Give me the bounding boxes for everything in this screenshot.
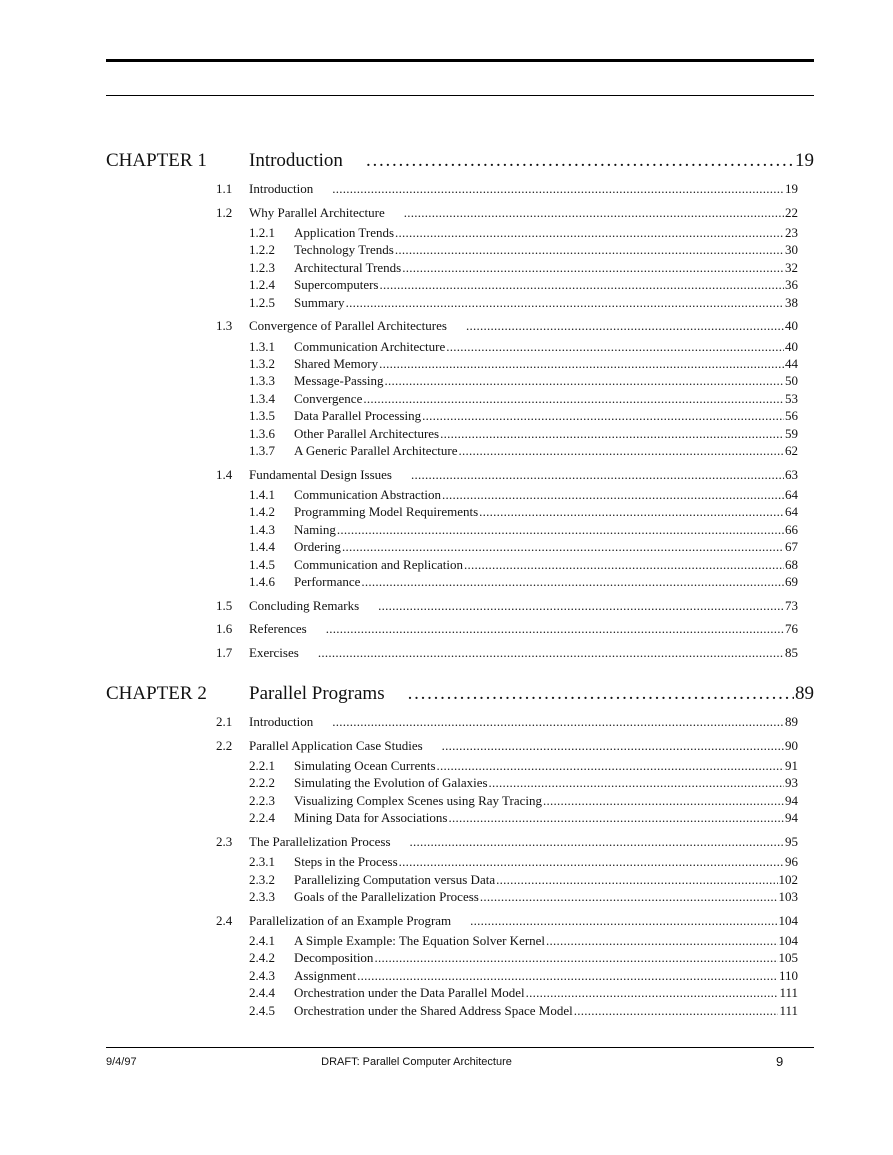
dot-leader [470, 913, 777, 929]
entry-title: Summary [294, 294, 345, 310]
toc-section-entry[interactable] [216, 467, 798, 484]
entry-title: Fundamental Design Issues [249, 466, 392, 482]
entry-number: 1.3.6 [249, 425, 275, 441]
toc-subsection-entry[interactable] [249, 426, 798, 443]
dot-leader [402, 260, 784, 276]
entry-page: 59 [785, 425, 798, 441]
chapter-page: 89 [795, 683, 814, 704]
entry-number: 1.3 [216, 318, 233, 334]
toc-subsection-entry[interactable] [249, 854, 798, 871]
entry-page: 36 [785, 277, 798, 293]
entry-title: Communication Architecture [294, 338, 446, 354]
toc-section-entry[interactable] [216, 621, 798, 638]
dot-leader [385, 373, 784, 389]
entry-page: 105 [778, 950, 798, 966]
toc-subsection-entry[interactable] [249, 522, 798, 539]
entry-number: 1.2 [216, 204, 233, 220]
entry-title: Parallel Application Case Studies [249, 737, 423, 753]
entry-number: 1.3.1 [249, 338, 275, 354]
dot-leader [395, 242, 784, 258]
footer-title: DRAFT: Parallel Computer Architecture [321, 1056, 512, 1068]
dot-leader [395, 225, 784, 241]
entry-page: 30 [785, 242, 798, 258]
entry-number: 1.4.1 [249, 487, 275, 502]
entry-title: Ordering [294, 539, 341, 555]
dot-leader [446, 339, 784, 355]
entry-number: 2.4.5 [249, 1002, 275, 1018]
entry-number: 1.2.4 [249, 277, 275, 293]
dot-leader [543, 793, 784, 809]
entry-number: 2.1 [216, 714, 233, 729]
entry-number: 2.4.3 [249, 967, 275, 983]
toc-subsection-entry[interactable] [249, 574, 798, 591]
chapter-label: CHAPTER 1 [106, 150, 207, 171]
dot-leader [496, 872, 777, 888]
dot-leader [574, 1003, 779, 1019]
dot-leader [374, 950, 777, 966]
entry-title: A Simple Example: The Equation Solver Kernel [294, 933, 546, 948]
entry-title: A Generic Parallel Architecture [294, 443, 458, 458]
entry-title: Shared Memory [294, 356, 379, 371]
toc-subsection-entry[interactable] [249, 810, 798, 827]
toc-subsection-entry[interactable] [249, 225, 798, 242]
dot-leader [526, 985, 779, 1001]
dot-leader [442, 487, 784, 503]
entry-page: 38 [785, 294, 798, 310]
toc-subsection-entry[interactable] [249, 985, 798, 1002]
chapter-heading[interactable] [106, 150, 814, 174]
entry-title: Architectural Trends [294, 259, 402, 275]
dot-leader [357, 968, 778, 984]
entry-number: 1.4.3 [249, 521, 275, 537]
entry-title: Simulating the Evolution of Galaxies [294, 775, 488, 791]
dot-leader [346, 295, 784, 311]
entry-title: Parallelizing Computation versus Data [294, 871, 496, 887]
entry-page: 103 [778, 889, 798, 904]
entry-page: 95 [785, 833, 798, 849]
entry-title: Mining Data for Associations [294, 810, 448, 826]
toc-subsection-entry[interactable] [249, 775, 798, 792]
toc-subsection-entry[interactable] [249, 373, 798, 390]
dot-leader [363, 391, 784, 407]
entry-title: References [249, 621, 307, 636]
entry-title: Why Parallel Architecture [249, 204, 385, 220]
entry-number: 2.2 [216, 737, 233, 753]
toc-subsection-entry[interactable] [249, 260, 798, 277]
toc-section-entry[interactable] [216, 714, 798, 731]
toc-section-entry[interactable] [216, 834, 798, 851]
entry-page: 110 [778, 967, 798, 983]
dot-leader [326, 621, 784, 637]
entry-page: 32 [785, 259, 798, 275]
dot-leader [437, 758, 784, 774]
entry-title: Introduction [249, 181, 314, 196]
toc-subsection-entry[interactable] [249, 1003, 798, 1020]
entry-title: Supercomputers [294, 277, 379, 293]
entry-page: 94 [785, 810, 798, 826]
entry-title: Performance [294, 574, 361, 589]
dot-leader [442, 738, 784, 754]
entry-title: Visualizing Complex Scenes using Ray Tracing [294, 792, 543, 808]
toc-subsection-entry[interactable] [249, 356, 798, 373]
entry-number: 1.4 [216, 466, 233, 482]
entry-number: 1.3.4 [249, 390, 275, 406]
dot-leader [459, 443, 784, 459]
dot-leader [422, 408, 784, 424]
toc-subsection-entry[interactable] [249, 295, 798, 312]
entry-number: 1.7 [216, 644, 233, 660]
entry-title: Other Parallel Architectures [294, 425, 440, 441]
entry-page: 64 [785, 504, 798, 520]
entry-page: 22 [785, 204, 798, 220]
entry-number: 2.3.1 [249, 854, 275, 870]
entry-title: Message-Passing [294, 373, 384, 389]
entry-page: 40 [785, 338, 798, 354]
entry-title: Communication Abstraction [294, 487, 441, 502]
entry-title: Steps in the Process [294, 854, 398, 870]
toc-section-entry[interactable] [216, 913, 798, 930]
entry-title: Concluding Remarks [249, 597, 360, 613]
toc-subsection-entry[interactable] [249, 408, 798, 425]
entry-number: 1.2.3 [249, 259, 275, 275]
entry-title: Data Parallel Processing [294, 408, 422, 424]
entry-number: 2.4.1 [249, 933, 275, 948]
entry-page: 44 [785, 356, 798, 371]
entry-title: Goals of the Parallelization Process [294, 889, 479, 904]
entry-number: 1.3.5 [249, 408, 275, 424]
entry-page: 50 [785, 373, 798, 389]
toc-subsection-entry[interactable] [249, 950, 798, 967]
entry-number: 1.1 [216, 181, 233, 196]
entry-title: Convergence of Parallel Architectures [249, 318, 447, 334]
entry-page: 76 [785, 621, 798, 636]
entry-title: Programming Model Requirements [294, 504, 479, 520]
entry-title: Communication and Replication [294, 556, 463, 572]
chapter-title: Parallel Programs [249, 683, 385, 704]
dot-leader [410, 834, 784, 850]
dot-leader [479, 504, 784, 520]
entry-number: 1.5 [216, 597, 233, 613]
chapter-page: 19 [795, 150, 814, 171]
toc-subsection-entry[interactable] [249, 487, 798, 504]
entry-page: 69 [785, 574, 798, 589]
dot-leader [378, 598, 784, 614]
dot-leader [379, 277, 784, 293]
header-rule-thin [106, 95, 814, 96]
footer-rule [106, 1047, 814, 1048]
entry-page: 23 [785, 225, 798, 240]
toc-subsection-entry[interactable] [249, 242, 798, 259]
entry-number: 2.3.3 [249, 889, 275, 904]
entry-page: 91 [785, 758, 798, 773]
entry-number: 2.2.3 [249, 792, 275, 808]
entry-page: 90 [785, 737, 798, 753]
footer-date: 9/4/97 [106, 1056, 137, 1068]
toc-subsection-entry[interactable] [249, 758, 798, 775]
entry-page: 111 [779, 1002, 798, 1018]
dot-leader [546, 933, 777, 949]
entry-page: 66 [785, 521, 798, 537]
entry-page: 102 [778, 871, 798, 887]
entry-page: 40 [785, 318, 798, 334]
dot-leader [342, 539, 784, 555]
entry-page: 68 [785, 556, 798, 572]
entry-page: 104 [778, 933, 798, 948]
entry-title: Orchestration under the Data Parallel Model [294, 985, 525, 1001]
entry-number: 2.4 [216, 912, 233, 928]
entry-number: 1.4.6 [249, 574, 275, 589]
entry-number: 2.2.1 [249, 758, 275, 773]
entry-number: 1.4.2 [249, 504, 275, 520]
entry-number: 2.4.2 [249, 950, 275, 966]
toc-subsection-entry[interactable] [249, 504, 798, 521]
dot-leader [440, 426, 784, 442]
entry-title: Technology Trends [294, 242, 394, 258]
entry-number: 2.2.4 [249, 810, 275, 826]
toc-subsection-entry[interactable] [249, 557, 798, 574]
entry-title: Exercises [249, 644, 299, 660]
entry-page: 96 [785, 854, 798, 870]
entry-title: Assignment [294, 967, 357, 983]
entry-page: 63 [785, 466, 798, 482]
dot-leader [337, 522, 784, 538]
dot-leader [466, 318, 784, 334]
dot-leader [411, 467, 784, 483]
entry-number: 1.2.5 [249, 294, 275, 310]
entry-title: The Parallelization Process [249, 833, 391, 849]
entry-number: 2.4.4 [249, 985, 275, 1001]
chapter-title: Introduction [249, 150, 343, 171]
entry-number: 1.2.1 [249, 225, 275, 240]
toc-section-entry[interactable] [216, 181, 798, 198]
dot-leader [366, 150, 794, 172]
toc-subsection-entry[interactable] [249, 889, 798, 906]
dot-leader [464, 557, 784, 573]
chapter-heading[interactable] [106, 683, 814, 707]
chapter-label: CHAPTER 2 [106, 683, 207, 704]
entry-number: 1.3.7 [249, 443, 275, 458]
dot-leader [448, 810, 784, 826]
toc-subsection-entry[interactable] [249, 443, 798, 460]
entry-page: 104 [778, 912, 798, 928]
entry-title: Convergence [294, 390, 363, 406]
entry-number: 2.3.2 [249, 871, 275, 887]
entry-page: 94 [785, 792, 798, 808]
entry-page: 85 [785, 644, 798, 660]
entry-page: 64 [785, 487, 798, 502]
toc-subsection-entry[interactable] [249, 539, 798, 556]
entry-page: 62 [785, 443, 798, 458]
entry-page: 19 [785, 181, 798, 196]
entry-title: Parallelization of an Example Program [249, 912, 452, 928]
entry-page: 67 [785, 539, 798, 555]
toc-subsection-entry[interactable] [249, 339, 798, 356]
entry-page: 111 [779, 985, 798, 1001]
entry-number: 2.2.2 [249, 775, 275, 791]
entry-title: Orchestration under the Shared Address Space Model [294, 1002, 573, 1018]
entry-title: Decomposition [294, 950, 374, 966]
dot-leader [318, 645, 784, 661]
dot-leader [404, 205, 784, 221]
toc-subsection-entry[interactable] [249, 391, 798, 408]
dot-leader [379, 356, 784, 372]
dot-leader [489, 775, 784, 791]
entry-number: 1.4.4 [249, 539, 275, 555]
header-rule-thick [106, 59, 814, 62]
entry-number: 1.2.2 [249, 242, 275, 258]
toc-subsection-entry[interactable] [249, 872, 798, 889]
toc-section-entry[interactable] [216, 205, 798, 222]
toc-subsection-entry[interactable] [249, 793, 798, 810]
entry-number: 2.3 [216, 833, 233, 849]
toc-section-entry[interactable] [216, 598, 798, 615]
dot-leader [332, 181, 784, 197]
entry-page: 56 [785, 408, 798, 424]
dot-leader [361, 574, 784, 590]
toc-section-entry[interactable] [216, 318, 798, 335]
entry-title: Simulating Ocean Currents [294, 758, 436, 773]
entry-number: 1.3.2 [249, 356, 275, 371]
entry-page: 53 [785, 390, 798, 406]
entry-page: 89 [785, 714, 798, 729]
toc-subsection-entry[interactable] [249, 933, 798, 950]
entry-title: Application Trends [294, 225, 395, 240]
entry-number: 1.4.5 [249, 556, 275, 572]
dot-leader [480, 889, 778, 905]
dot-leader [408, 683, 794, 705]
entry-title: Naming [294, 521, 336, 537]
toc-subsection-entry[interactable] [249, 277, 798, 294]
footer-page-number: 9 [776, 1054, 784, 1069]
entry-page: 93 [785, 775, 798, 791]
toc-section-entry[interactable] [216, 645, 798, 662]
entry-number: 1.6 [216, 621, 233, 636]
dot-leader [332, 714, 784, 730]
entry-title: Introduction [249, 714, 314, 729]
dot-leader [399, 854, 784, 870]
entry-page: 73 [785, 597, 798, 613]
toc-subsection-entry[interactable] [249, 968, 798, 985]
toc-section-entry[interactable] [216, 738, 798, 755]
entry-number: 1.3.3 [249, 373, 275, 389]
